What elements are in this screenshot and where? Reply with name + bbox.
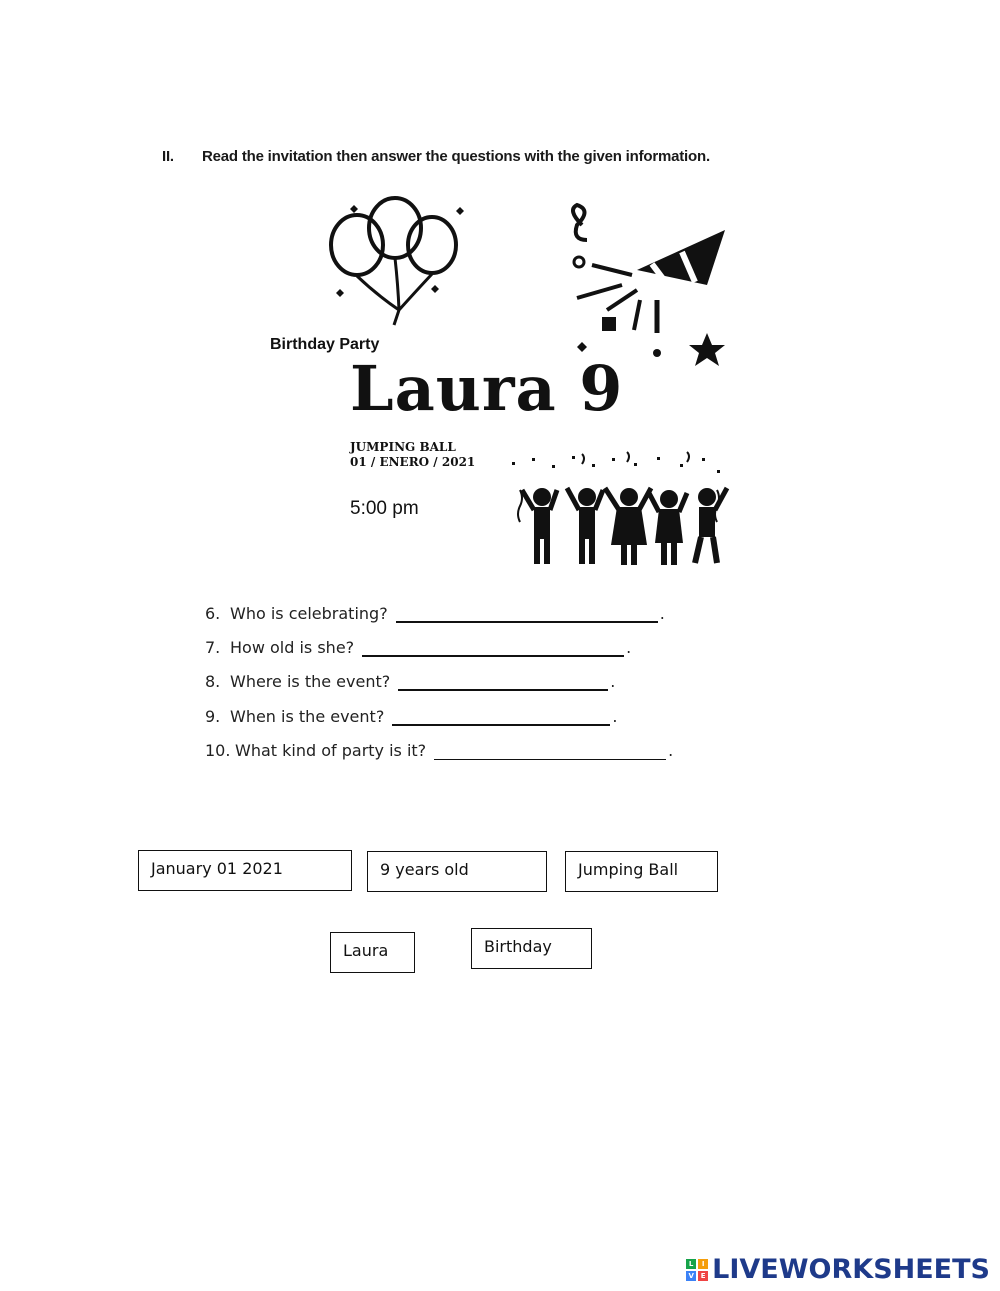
date-line: 01 / ENERO / 2021 <box>350 455 476 469</box>
instruction-heading <box>162 148 710 165</box>
question-7: 7. How old is she? . <box>205 638 632 657</box>
brand-logo <box>686 1254 990 1285</box>
section-number: II. <box>162 148 174 165</box>
question-8: 8. Where is the event? . <box>205 672 616 691</box>
answer-venue[interactable]: Jumping Ball <box>565 851 718 892</box>
question-10: 10. What kind of party is it? . <box>205 741 674 760</box>
question-number: 9. <box>205 707 221 726</box>
answer-drop-zone[interactable] <box>398 671 608 691</box>
question-text: Who is celebrating? <box>230 604 388 623</box>
question-number: 8. <box>205 672 221 691</box>
answer-drop-zone[interactable] <box>434 741 666 760</box>
question-number: 7. <box>205 638 221 657</box>
question-number: 6. <box>205 604 221 623</box>
party-label: Birthday Party <box>270 336 380 353</box>
answer-drop-zone[interactable] <box>392 706 610 726</box>
question-text: How old is she? <box>230 638 355 657</box>
question-text: When is the event? <box>230 707 385 726</box>
party-hat-icon <box>573 205 725 366</box>
venue-line: JUMPING BALL <box>350 440 456 454</box>
answer-date[interactable]: January 01 2021 <box>138 850 352 891</box>
answer-age[interactable]: 9 years old <box>367 851 547 892</box>
question-text: What kind of party is it? <box>235 741 427 760</box>
answer-drop-zone[interactable] <box>362 637 624 657</box>
logo-blocks-icon: L I V E <box>686 1259 708 1281</box>
invitation-title: Laura 9 <box>350 352 624 425</box>
question-6: 6. Who is celebrating? . <box>205 604 665 623</box>
answer-party-type[interactable]: Birthday <box>471 928 592 969</box>
question-text: Where is the event? <box>230 672 391 691</box>
answer-drop-zone[interactable] <box>396 603 658 623</box>
party-time: 5:00 pm <box>350 498 419 519</box>
balloons-icon <box>331 198 456 325</box>
question-9: 9. When is the event? . <box>205 707 618 726</box>
answer-name[interactable]: Laura <box>330 932 415 973</box>
instruction-text: Read the invitation then answer the questions with the given information. <box>201 148 710 165</box>
question-number: 10. <box>205 741 231 760</box>
dancing-people-icon <box>512 452 727 565</box>
brand-name: LIVEWORKSHEETS <box>712 1254 990 1285</box>
venue-date <box>350 440 475 470</box>
